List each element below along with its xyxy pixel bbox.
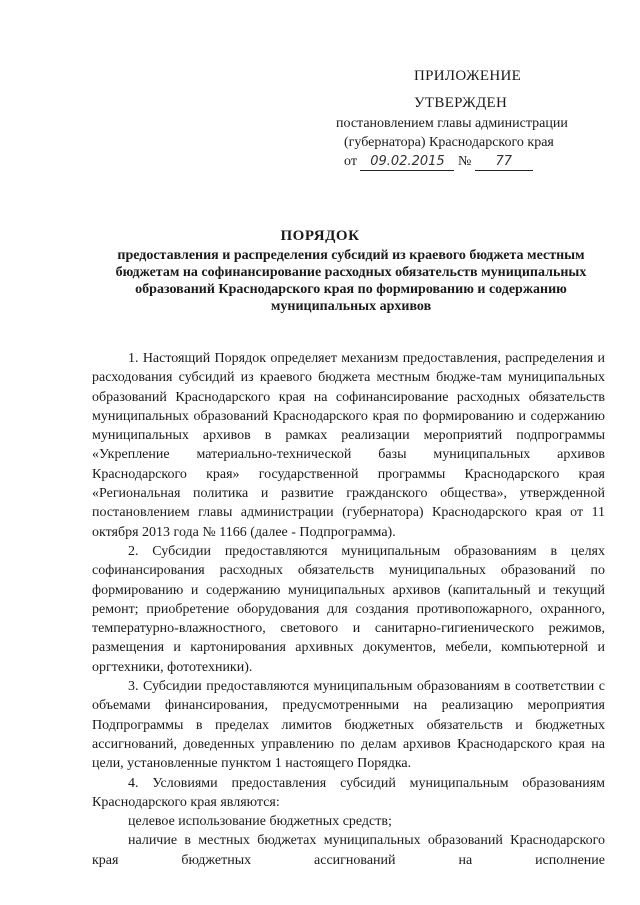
- decree-date-handwritten: 09.02.2015: [360, 154, 454, 171]
- document-body: [92, 349, 605, 870]
- paragraph-4-item-2: наличие в местных бюджетах муниципальных образований Краснодарского края бюджетных ассигнований на исполнение: [92, 833, 605, 868]
- paragraph-1: 1. Настоящий Порядок определяет механизм предоставления, распределения и расходования субсидий из краевого бюджета местным бюдже-там муниципальных образований Краснодарского края на софинансирование расходных обязательств муниципальных образований Краснодарского края по формированию и содержанию муниципальных архивов в рамках реализации мероприятий подпрограммы «Укрепление материально-технической базы муниципальных архивов Краснодарского края» государственной программы Краснодарского края «Региональная политика и развитие гражданского общества», утвержденной постановлением главы администрации (губернатора) Краснодарского края от 11 октября 2013 года № 1166 (далее - Подпрограмма).: [92, 351, 605, 540]
- decree-date-line: [344, 154, 533, 171]
- appendix-label: ПРИЛОЖЕНИЕ: [414, 68, 522, 84]
- paragraph-2: 2. Субсидии предоставляются муниципальным образованиям в целях софинансирования расходных обязательств муниципальных образований по формированию и содержанию муниципальных архивов (капитальный и текущий ремонт; приобретение оборудования для создания противопожарного, охранного, температурно-влажностного, светового и санитарно-гигиенического режимов, размещения и картонирования архивных документов, мебели, компьютерной и оргтехники, фототехники).: [92, 543, 605, 675]
- approved-label: УТВЕРЖДЕН: [414, 95, 508, 111]
- document-subtitle: предоставления и распределения субсидий из краевого бюджета местным бюджетам на софинансирование расходных обязательств муниципальных образований Краснодарского края по формированию и содержанию муниципальных архивов: [115, 248, 587, 314]
- decree-number-handwritten: 77: [475, 154, 533, 171]
- paragraph-4-item-1: целевое использование бюджетных средств;: [128, 814, 392, 830]
- document-title: ПОРЯДОК: [280, 228, 360, 244]
- paragraph-3: 3. Субсидии предоставляются муниципальным образованиям в соответствии с объемами финансирования, предусмотренными на реализацию мероприятия Подпрограммы в пределах лимитов бюджетных обязательств и бюджетных ассигнований, доведенных управлению по делам архивов Краснодарского края на цели, установленные пунктом 1 настоящего Порядка.: [92, 679, 605, 772]
- date-prefix: от: [344, 154, 357, 169]
- decree-line-2: (губернатора) Краснодарского края: [344, 135, 554, 150]
- number-prefix: №: [457, 154, 472, 169]
- decree-line-1: постановлением главы администрации: [336, 116, 568, 131]
- paragraph-4: 4. Условиями предоставления субсидий муниципальным образованиям Краснодарского края являются:: [92, 775, 605, 810]
